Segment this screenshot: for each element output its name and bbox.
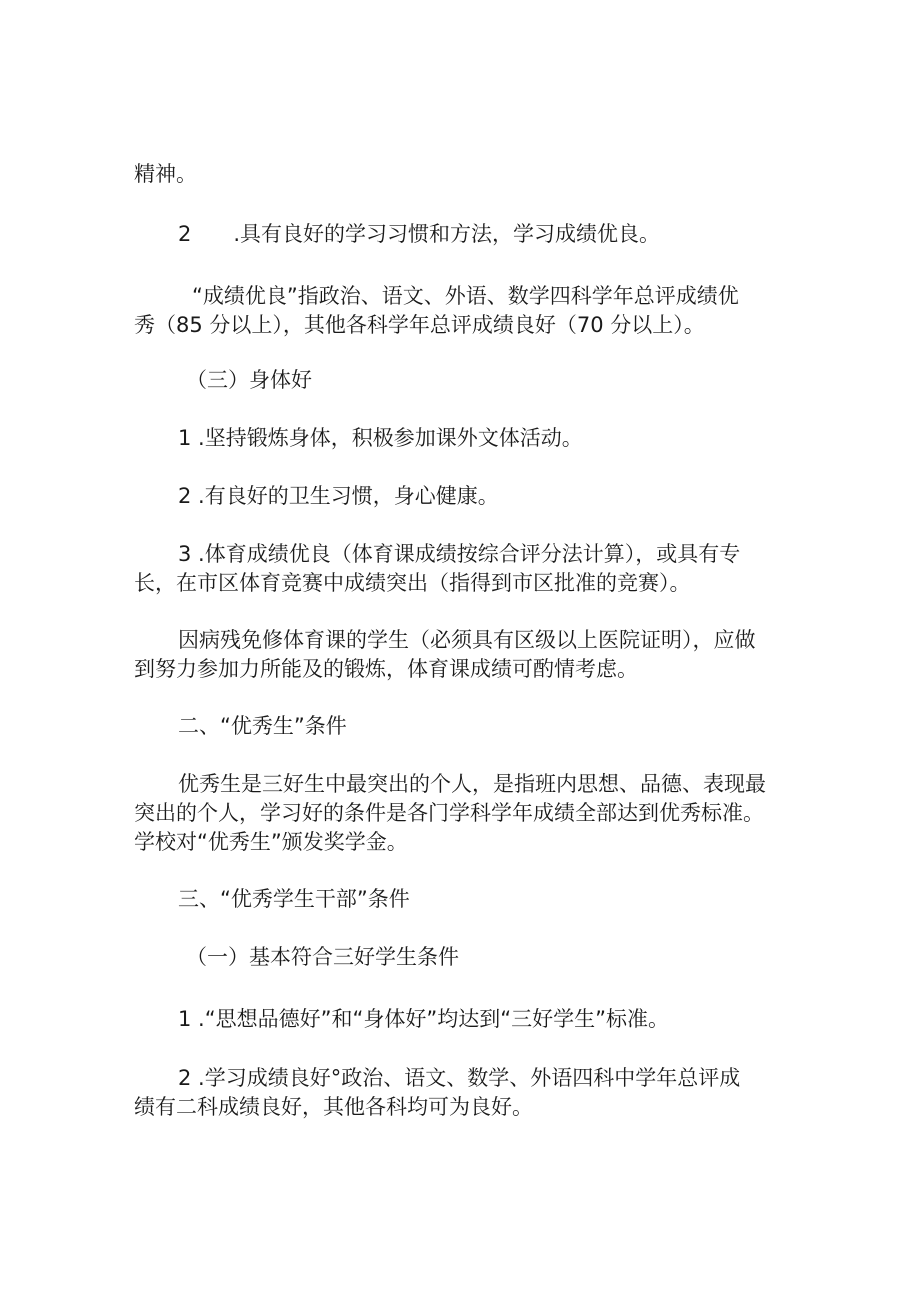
text-line: 1 .坚持锻炼身体，积极参加课外文体活动。 xyxy=(178,426,583,450)
text-line: 2 .学习成绩良好°政治、语文、数学、外语四科中学年总评成 xyxy=(178,1066,741,1090)
subheading-one xyxy=(186,943,846,972)
text-line: 2 .有良好的卫生习惯，身心健康。 xyxy=(178,484,499,508)
text-line: 长，在市区体育竞赛中成绩突出（指得到市区批准的竞赛）。 xyxy=(134,571,691,595)
text-line: 三、“优秀学生干部”条件 xyxy=(178,887,410,911)
text-line: 因病残免修体育课的学生（必须具有区级以上医院证明），应做 xyxy=(178,628,756,652)
text-line: 二、“优秀生”条件 xyxy=(178,714,347,738)
paragraph-6 xyxy=(178,482,838,511)
text-line: 精神。 xyxy=(134,162,197,186)
paragraph-3 xyxy=(134,282,794,340)
text-line: （一）基本符合三好学生条件 xyxy=(186,945,459,969)
paragraph-2 xyxy=(178,220,838,249)
text-line: 到努力参加力所能及的锻炼，体育课成绩可酌情考虑。 xyxy=(134,657,638,681)
text-line: 1 .“思想品德好”和“身体好”均达到“三好学生”标准。 xyxy=(178,1007,669,1031)
section-heading-three xyxy=(186,366,846,395)
paragraph-13 xyxy=(178,1005,838,1034)
paragraph-10 xyxy=(134,770,794,857)
text-line: 突出的个人，学习好的条件是各门学科学年成绩全部达到优秀标准。 xyxy=(134,801,764,825)
text-line: “成绩优良”指政治、语文、外语、数学四科学年总评成绩优 xyxy=(192,284,739,308)
heading-outstanding-student xyxy=(178,712,838,741)
text-line: 绩有二科成绩良好，其他各科均可为良好。 xyxy=(134,1095,533,1119)
text-line: 优秀生是三好生中最突出的个人，是指班内思想、品德、表现最 xyxy=(178,772,766,796)
paragraph-14 xyxy=(134,1064,794,1122)
paragraph-7 xyxy=(134,540,794,598)
text-line: 2 .具有良好的学习习惯和方法，学习成绩优良。 xyxy=(178,222,661,246)
text-line: 3 .体育成绩优良（体育课成绩按综合评分法计算），或具有专 xyxy=(178,542,741,566)
paragraph-5 xyxy=(178,424,838,453)
heading-outstanding-cadre xyxy=(178,885,838,914)
text-line: 学校对“优秀生”颁发奖学金。 xyxy=(134,830,408,854)
paragraph-1 xyxy=(134,160,794,189)
paragraph-8 xyxy=(134,626,794,684)
text-line: 秀（85 分以上），其他各科学年总评成绩良好（70 分以上）。 xyxy=(134,313,705,337)
text-line: （三）身体好 xyxy=(186,368,312,392)
